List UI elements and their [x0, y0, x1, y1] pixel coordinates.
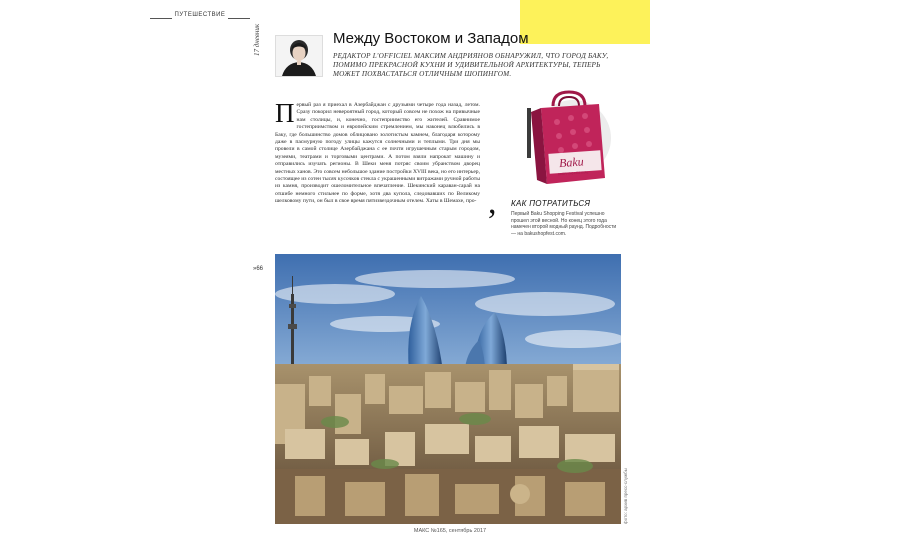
article-body-text: ервый раз я приехал в Азербайджан с друзьями четыре года назад, летом. Сразу покорил невероятный город, который совсем не похож на привычные нам столицы, и, конечно, гостеприимство его жителей. Сравнимое гостеприимством и европейским стремлением, мы наконец влюбились в Баку, где большинство домов облицовано золотистым камнем, благодаря которому даже в пасмурную погоду улицы кажутся солнечными и теплыми. Три дня мы провели в самой столице Азербайджана с ее почти игрушечным старым городом, музеями, театрами и торговыми центрами. А потом взяли напрокат машину и отправились изучать регионы. В Шеки меня потряс своим убранством дворец местных ханов. Это совсем небольшое здание постройки XVIII века, но его интерьер, состоящее из сотен тысяч кусочков стекла с украшенными витражами ручной работы из камня, производит ошеломительное впечатление. Шекинский караван-сарай на отшибе немного стильнее по форме, хотя два купола, следовавших по Великому шелковому пути, он был в свое время пятизвездочным отелем. Хаты в Шемахе, про- — [275, 102, 480, 205]
author-portrait-icon — [276, 36, 322, 76]
section-header — [150, 12, 250, 24]
drop-cap: П — [275, 102, 295, 128]
side-tag: 17 дневник — [253, 23, 261, 56]
aside-text: Первый Baku Shopping Festival успешно прошел этой весной. Но конец этого года намечен второй модный раунд. Подробности — на bakushopfest.com. — [511, 211, 617, 237]
page-marker: »66 — [253, 266, 264, 272]
photo-credit: фото: архив пресс-службы — [623, 468, 628, 524]
section-rule-right — [228, 18, 250, 19]
bag-line-text: SHOPPING FESTIVAL — [557, 170, 589, 177]
article-dek: РЕДАКТОР L'OFFICIEL МАКСИМ АНДРИЯНОВ ОБНАРУЖИЛ, ЧТО ГОРОД БАКУ, ПОМИМО ПРЕКРАСНОЙ КУХНИ И УДИВИТЕЛЬНОЙ АРХИТЕКТУРЫ, ТЕПЕРЬ МОЖЕТ ПОХВАСТАТЬСЯ ОТЛИЧНЫМ ШОПИНГОМ. — [333, 52, 609, 78]
section-rule-left — [150, 18, 172, 19]
shopping-bag-image — [523, 88, 615, 186]
bag-brand-text: Baku — [558, 154, 585, 171]
aside-quote-icon: , — [488, 184, 497, 221]
page-footer: МАКС №165, сентябрь 2017 — [413, 528, 487, 534]
shopping-bag-icon — [523, 88, 615, 186]
section-label: ПУТЕШЕСТВИЕ — [174, 12, 226, 18]
article-headline: Между Востоком и Западом — [333, 30, 529, 47]
city-skyline-icon — [275, 254, 621, 524]
author-avatar — [275, 35, 323, 77]
aside-title: КАК ПОТРАТИТЬСЯ — [511, 199, 591, 208]
baku-skyline-photo — [275, 254, 621, 524]
article-body — [275, 102, 480, 252]
